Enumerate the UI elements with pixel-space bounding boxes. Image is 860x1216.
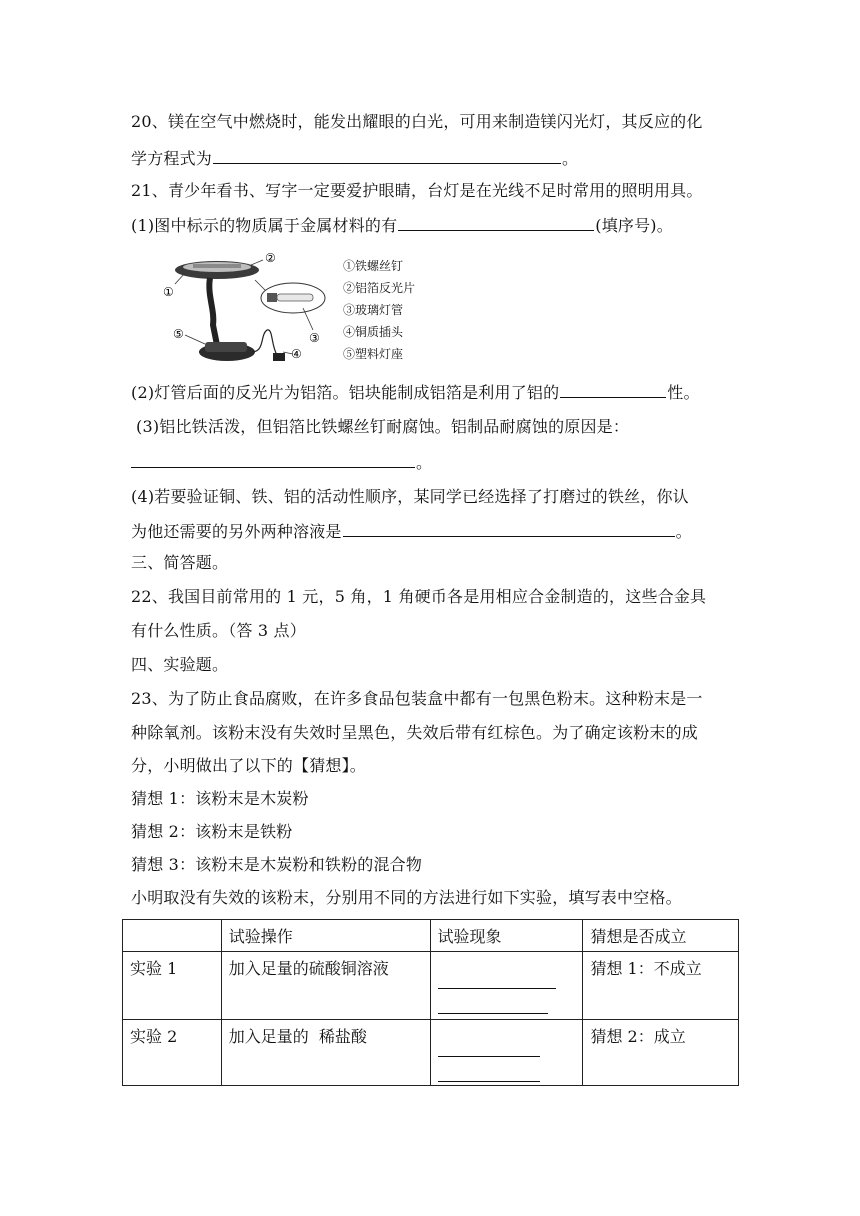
q21-part2-blank[interactable] bbox=[560, 380, 666, 398]
legend-item: ④铜质插头 bbox=[343, 325, 404, 339]
callout-1: ① bbox=[163, 285, 174, 299]
table-header-cell: 猜想是否成立 bbox=[583, 920, 739, 952]
experiment-conclusion: 猜想 1：不成立 bbox=[583, 952, 739, 1020]
q21-part2: (2)灯管后面的反光片为铝箔。铝块能制成铝箔是利用了铝的 性。 bbox=[131, 380, 700, 404]
lamp-neck bbox=[209, 278, 217, 345]
q23-guess3: 猜想 3：该粉末是木炭粉和铁粉的混合物 bbox=[131, 855, 423, 874]
table-header-cell: 试验现象 bbox=[430, 920, 583, 952]
table-header-row bbox=[123, 920, 739, 952]
q20-answer-blank[interactable] bbox=[213, 146, 561, 164]
q21-part1-blank[interactable] bbox=[398, 213, 594, 231]
legend-item: ③玻璃灯管 bbox=[343, 303, 404, 317]
q21-part3-answer: 。 bbox=[131, 450, 432, 474]
q20-line1: 20、镁在空气中燃烧时，能发出耀眼的白光，可用来制造镁闪光灯，其反应的化 bbox=[131, 112, 703, 131]
section4-heading: 四、实验题。 bbox=[131, 655, 229, 674]
legend-item: ②铝箔反光片 bbox=[343, 281, 416, 295]
q21-part1: (1)图中标示的物质属于金属材料的有 (填序号)。 bbox=[131, 213, 673, 237]
phenomenon-blank[interactable] bbox=[438, 970, 556, 989]
q22-line1: 22、我国目前常用的 1 元，5 角，1 角硬币各是用相应合金制造的，这些合金具 bbox=[131, 587, 707, 606]
phenomenon-blank[interactable] bbox=[438, 995, 548, 1014]
experiment-name: 实验 2 bbox=[123, 1020, 222, 1086]
experiment-operation: 加入足量的 稀盐酸 bbox=[221, 1020, 430, 1086]
experiment-table bbox=[122, 919, 739, 1086]
q23-guess1: 猜想 1：该粉末是木炭粉 bbox=[131, 789, 309, 808]
q23-instruction: 小明取没有失效的该粉末，分别用不同的方法进行如下实验，填写表中空格。 bbox=[131, 888, 682, 907]
section3-heading: 三、简答题。 bbox=[131, 553, 229, 572]
table-header-cell bbox=[123, 920, 222, 952]
callout-4: ④ bbox=[291, 347, 302, 361]
callout-2: ② bbox=[265, 251, 276, 265]
experiment-phenomenon-cell bbox=[430, 1020, 583, 1086]
q20-line2: 学方程式为 。 bbox=[131, 146, 578, 170]
q21-part4-line1: (4)若要验证铜、铁、铝的活动性顺序，某同学已经选择了打磨过的铁丝，你认 bbox=[131, 487, 689, 506]
q23-line3: 分，小明做出了以下的【猜想】。 bbox=[131, 756, 367, 775]
callout-3: ③ bbox=[309, 331, 320, 345]
experiment-name: 实验 1 bbox=[123, 952, 222, 1020]
plug bbox=[273, 353, 285, 361]
phenomenon-blank[interactable] bbox=[438, 1063, 540, 1082]
q21-part4-blank[interactable] bbox=[343, 519, 675, 537]
q21-part4-line2: 为他还需要的另外两种溶液是 。 bbox=[131, 519, 692, 543]
phenomenon-blank[interactable] bbox=[438, 1038, 540, 1057]
legend-item: ①铁螺丝钉 bbox=[343, 259, 404, 273]
experiment-conclusion: 猜想 2：成立 bbox=[583, 1020, 739, 1086]
experiment-operation: 加入足量的硫酸铜溶液 bbox=[221, 952, 430, 1020]
callout-5: ⑤ bbox=[173, 327, 184, 341]
q21-intro: 21、青少年看书、写字一定要爱护眼睛，台灯是在光线不足时常用的照明用具。 bbox=[131, 181, 703, 200]
q23-line1: 23、为了防止食品腐败，在许多食品包装盒中都有一包黑色粉末。这种粉末是一 bbox=[131, 689, 703, 708]
q22-line2: 有什么性质。（答 3 点） bbox=[131, 621, 306, 640]
q21-part3-blank[interactable] bbox=[131, 450, 415, 468]
figure-legend bbox=[343, 255, 415, 365]
experiment-phenomenon-cell bbox=[430, 952, 583, 1020]
table-header-cell: 试验操作 bbox=[221, 920, 430, 952]
q21-part3: (3)铝比铁活泼，但铝箔比铁螺丝钉耐腐蚀。铝制品耐腐蚀的原因是： bbox=[136, 417, 630, 436]
q23-line2: 种除氧剂。该粉末没有失效时呈黑色，失效后带有红棕色。为了确定该粉末的成 bbox=[131, 723, 699, 742]
table-row bbox=[123, 952, 739, 1020]
q23-guess2: 猜想 2：该粉末是铁粉 bbox=[131, 822, 293, 841]
table-row bbox=[123, 1020, 739, 1086]
legend-item: ⑤塑料灯座 bbox=[343, 347, 404, 361]
